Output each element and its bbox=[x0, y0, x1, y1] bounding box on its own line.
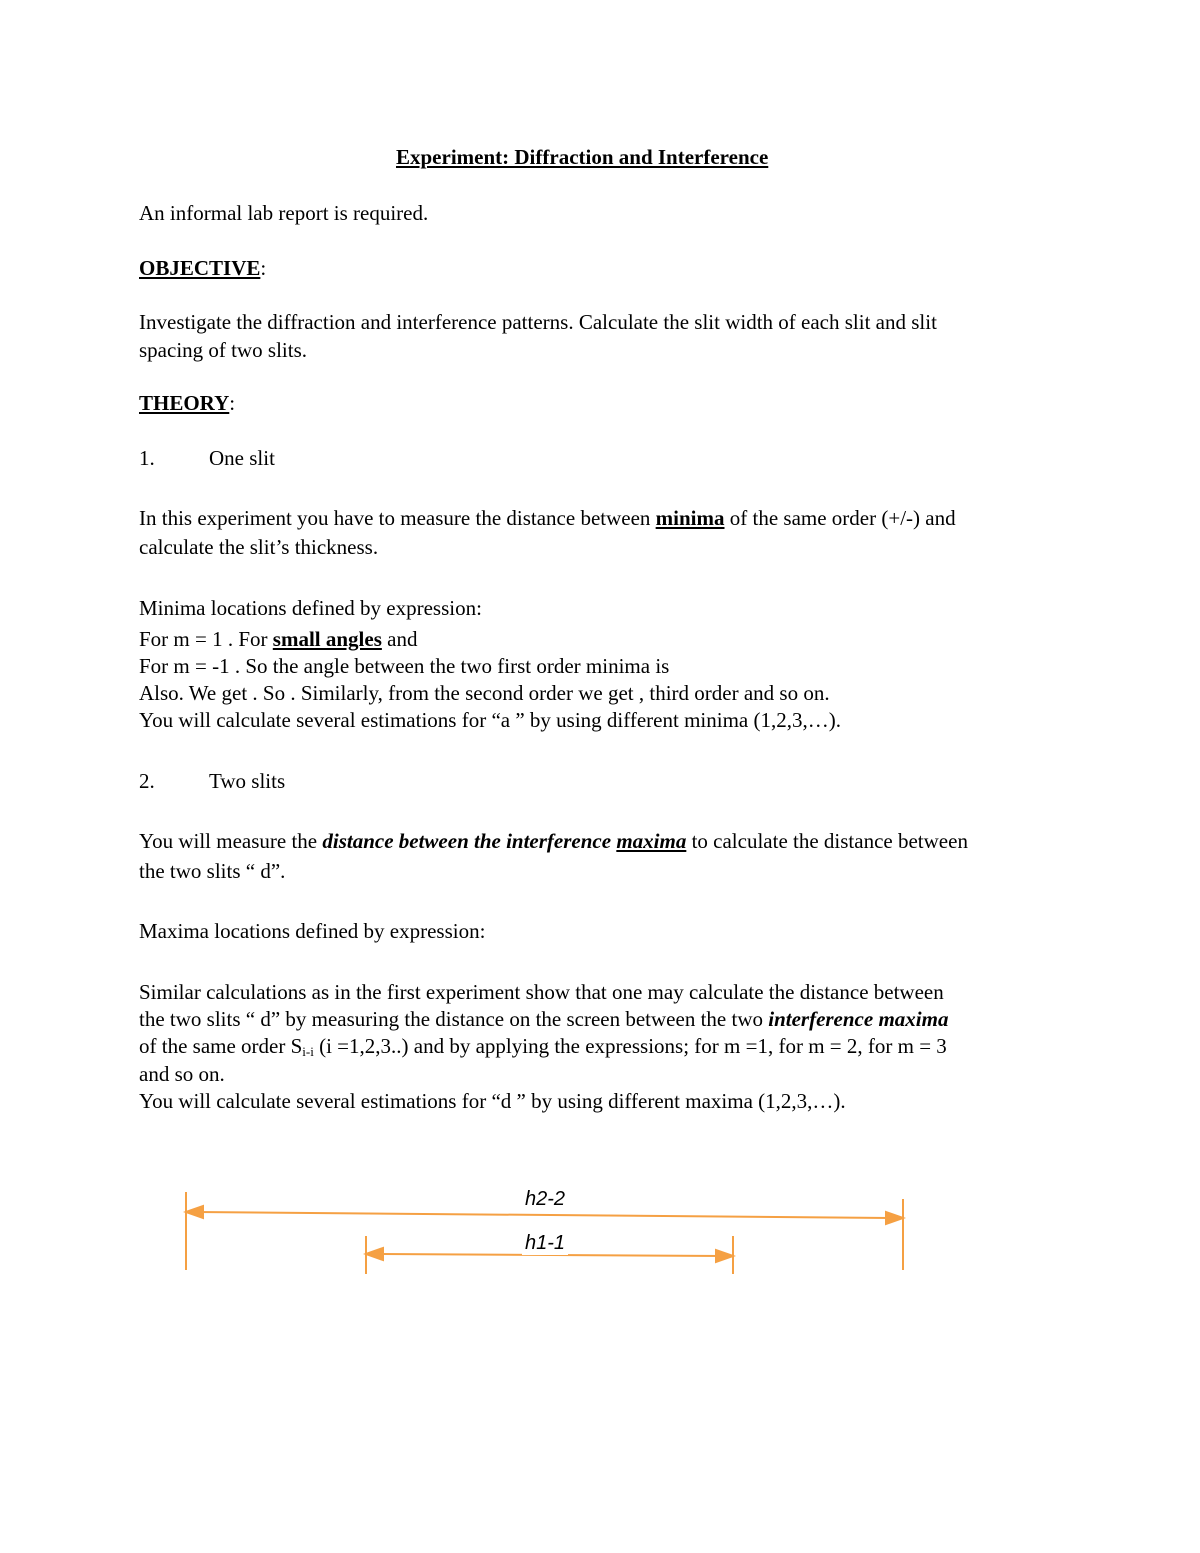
objective-line-1: Investigate the diffraction and interference patterns. Calculate the slit width of each slit and slit bbox=[139, 310, 937, 334]
maxima-intro: Maxima locations defined by expression: bbox=[139, 919, 486, 943]
theory-heading-colon: : bbox=[229, 391, 236, 415]
maxima-term: maxima bbox=[616, 829, 687, 853]
label-h1-1: h1-1 bbox=[522, 1232, 568, 1255]
inner-left-arrowhead bbox=[366, 1248, 383, 1260]
intro-text: An informal lab report is required. bbox=[139, 201, 429, 225]
minima-intro: Minima locations defined by expression: bbox=[139, 596, 482, 620]
section-number: 1. bbox=[139, 446, 155, 470]
outer-dimension-line bbox=[196, 1212, 893, 1218]
text-span: of the same order (+/-) and bbox=[724, 506, 956, 530]
text-span: of the same order S bbox=[139, 1034, 303, 1058]
text-span: For m = 1 . For bbox=[139, 627, 273, 651]
label-h2-2: h2-2 bbox=[522, 1188, 568, 1211]
text-span: (i =1,2,3..) and by applying the expressions; for m =1, for m = 2, for m = 3 bbox=[313, 1034, 947, 1058]
outer-right-arrowhead bbox=[886, 1212, 903, 1224]
text-span: You will measure the bbox=[139, 829, 323, 853]
small-angles-term: small angles bbox=[272, 627, 382, 651]
two-slits-para-line-2: the two slits “ d”. bbox=[139, 859, 286, 883]
inner-right-arrowhead bbox=[716, 1250, 733, 1262]
subscript: i-i bbox=[302, 1044, 314, 1059]
page-title: Experiment: Diffraction and Interference bbox=[396, 145, 769, 169]
objective-heading-colon: : bbox=[260, 256, 267, 280]
theory-heading-label: THEORY bbox=[139, 391, 230, 415]
minima-also-line: Also. We get . So . Similarly, from the second order we get , third order and so on. bbox=[139, 681, 830, 705]
text-span: and bbox=[381, 627, 418, 651]
similar-para-line-1: Similar calculations as in the first experiment show that one may calculate the distance between bbox=[139, 980, 944, 1004]
minima-estimation-line: You will calculate several estimations for “a ” by using different minima (1,2,3,…). bbox=[139, 708, 841, 732]
minima-term: minima bbox=[655, 506, 725, 530]
similar-para-line-4: and so on. bbox=[139, 1062, 225, 1086]
section-label: One slit bbox=[209, 446, 275, 470]
distance-between-term: distance between the interference bbox=[322, 829, 617, 853]
text-span: In this experiment you have to measure the distance between bbox=[139, 506, 656, 530]
maxima-estimation-line: You will calculate several estimations for “d ” by using different maxima (1,2,3,…). bbox=[139, 1089, 846, 1113]
section-number: 2. bbox=[139, 769, 155, 793]
objective-heading-label: OBJECTIVE bbox=[139, 256, 261, 280]
outer-left-arrowhead bbox=[186, 1206, 203, 1218]
text-span: to calculate the distance between bbox=[686, 829, 968, 853]
text-span: the two slits “ d” by measuring the distance on the screen between the two bbox=[139, 1007, 769, 1031]
minima-m2-line: For m = -1 . So the angle between the two first order minima is bbox=[139, 654, 670, 678]
one-slit-para-line-2: calculate the slit’s thickness. bbox=[139, 535, 379, 559]
objective-line-2: spacing of two slits. bbox=[139, 338, 307, 362]
interference-maxima-term: interference maxima bbox=[768, 1007, 949, 1031]
section-label: Two slits bbox=[209, 769, 286, 793]
